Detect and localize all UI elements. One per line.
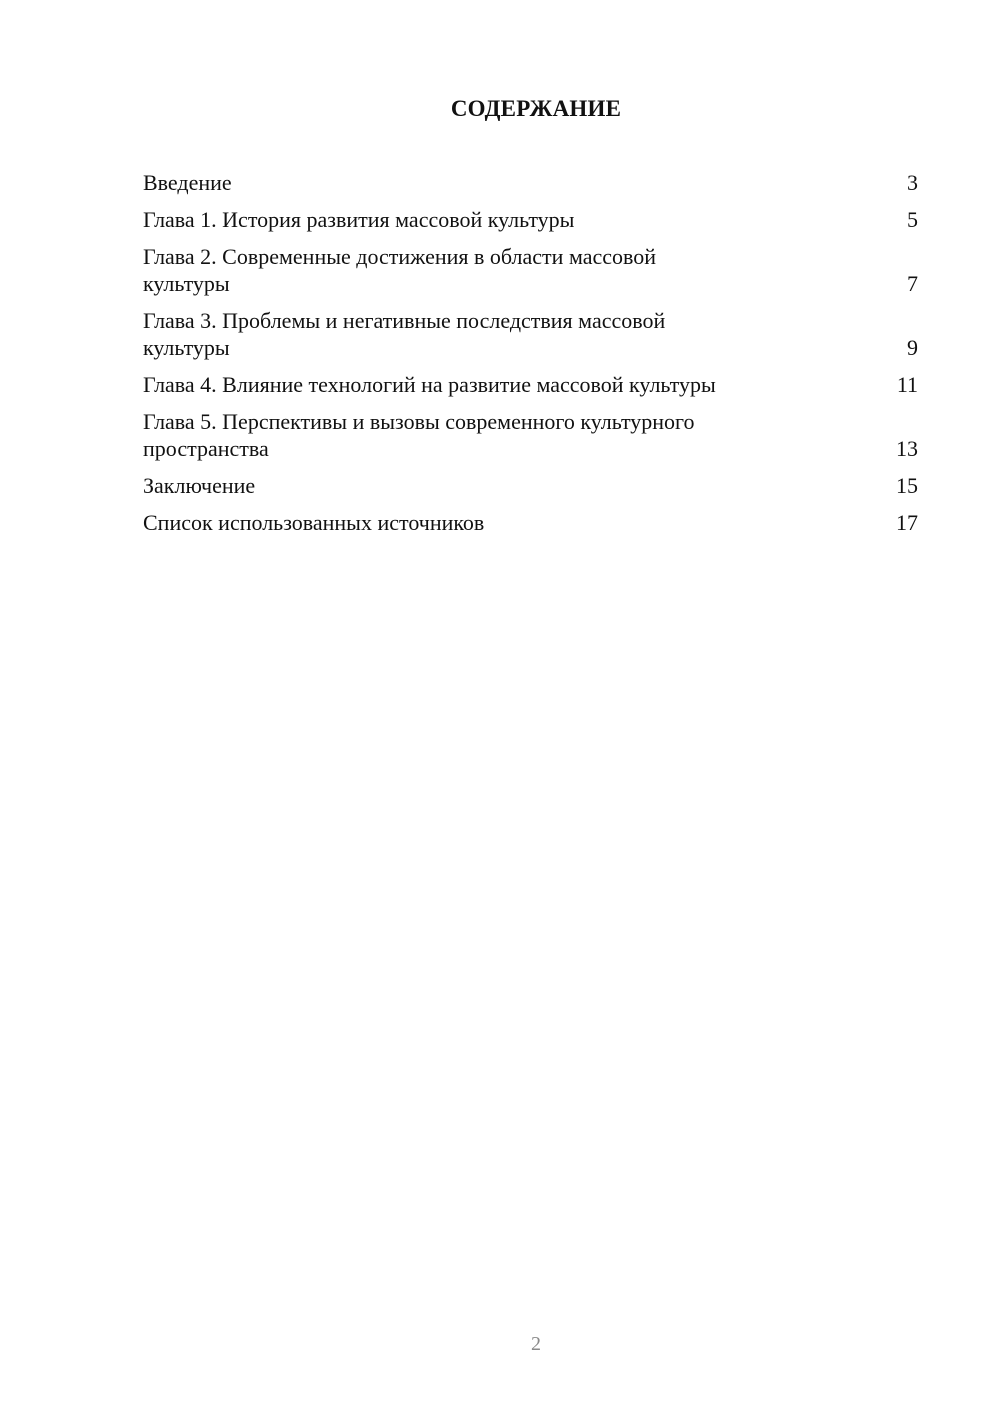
toc-entry-page-number: 3 — [907, 170, 918, 195]
toc-entry-introduction — [143, 169, 918, 196]
toc-entry-chapter-3 — [143, 307, 918, 361]
toc-entry-references — [143, 509, 918, 536]
toc-entry-title: Глава 3. Проблемы и негативные последствия массовой культуры — [143, 308, 666, 360]
toc-entry-chapter-5 — [143, 408, 918, 462]
toc-entry-chapter-2 — [143, 243, 918, 297]
toc-entry-page-number: 7 — [907, 271, 918, 296]
toc-entry-chapter-1 — [143, 206, 918, 233]
toc-entry-page-number: 11 — [896, 372, 918, 397]
toc-entry-title: Глава 5. Перспективы и вызовы современного культурного пространства — [143, 409, 695, 461]
toc-entry-title: Глава 4. Влияние технологий на развитие массовой культуры — [143, 372, 716, 397]
toc-entry-title: Заключение — [143, 473, 256, 498]
toc-entry-page-number: 15 — [896, 473, 918, 498]
toc-heading: СОДЕРЖАНИЕ — [450, 96, 622, 121]
toc-entry-title: Глава 2. Современные достижения в области массовой культуры — [143, 244, 657, 296]
toc-entry-title: Список использованных источников — [143, 510, 485, 535]
toc-entry-page-number: 9 — [907, 335, 918, 360]
table-of-contents — [143, 169, 918, 546]
page-footer-number: 2 — [531, 1333, 541, 1355]
toc-heading-wrapper — [0, 96, 1000, 122]
toc-entry-page-number: 5 — [907, 207, 918, 232]
toc-entry-page-number: 17 — [896, 510, 918, 535]
toc-entry-title: Глава 1. История развития массовой культуры — [143, 207, 575, 232]
toc-entry-conclusion — [143, 472, 918, 499]
toc-entry-page-number: 13 — [896, 436, 918, 461]
toc-entry-title: Введение — [143, 170, 232, 195]
toc-entry-chapter-4 — [143, 371, 918, 398]
